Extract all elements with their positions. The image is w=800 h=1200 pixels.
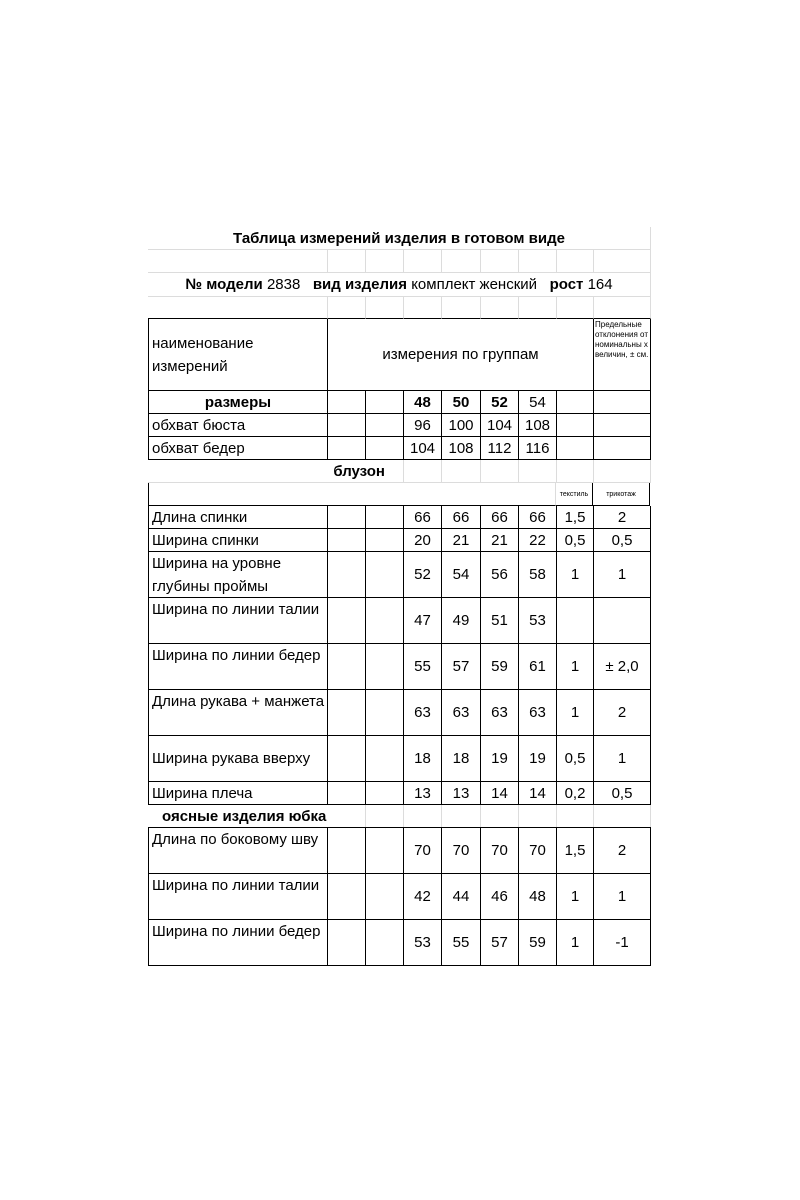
measure-name: обхват бюста (148, 414, 328, 437)
value-cell: 53 (404, 920, 442, 966)
value-cell: 48 (519, 874, 557, 920)
value-cell: 63 (481, 690, 519, 736)
value-cell: 21 (442, 529, 481, 552)
value-cell: 52 (404, 552, 442, 598)
value-cell: 108 (442, 437, 481, 460)
measure-name: Ширина спинки (148, 529, 328, 552)
value-cell: 14 (519, 782, 557, 805)
textile-cell: 1,5 (557, 506, 594, 529)
table-row (148, 828, 651, 874)
knit-header: трикотаж (593, 483, 650, 506)
table-row (148, 598, 651, 644)
knit-cell: -1 (594, 920, 651, 966)
height-label: рост (549, 276, 584, 293)
measure-name: Длина рукава + манжета (148, 690, 328, 736)
measure-name: Ширина плеча (148, 782, 328, 805)
kind-label: вид изделия (312, 276, 408, 293)
model-row (148, 273, 651, 297)
textile-cell: 0,5 (557, 529, 594, 552)
model-value: 2838 (266, 276, 301, 293)
value-cell: 61 (519, 644, 557, 690)
blank-row (148, 250, 651, 273)
measure-name: Ширина по линии талии (148, 874, 328, 920)
value-cell: 66 (404, 506, 442, 529)
value-cell: 22 (519, 529, 557, 552)
size-cell: 48 (404, 391, 442, 414)
value-cell: 47 (404, 598, 442, 644)
value-cell: 66 (519, 506, 557, 529)
table-row (148, 920, 651, 966)
measurement-sheet (148, 227, 651, 966)
sizes-row (148, 391, 651, 414)
knit-cell: 2 (594, 827, 651, 874)
value-cell: 21 (481, 529, 519, 552)
sheet-title: Таблица измерений изделия в готовом виде (148, 227, 651, 250)
tolerance-header: Предельные отклонения от номинальны х величин, ± см. (594, 319, 651, 391)
value-cell: 18 (442, 736, 481, 782)
textile-cell: 1 (557, 920, 594, 966)
knit-cell: 2 (594, 690, 651, 736)
title-row (148, 227, 651, 250)
table-row (148, 690, 651, 736)
value-cell: 57 (442, 644, 481, 690)
table-header (148, 319, 651, 391)
value-cell: 70 (481, 827, 519, 874)
textile-cell: 0,2 (557, 782, 594, 805)
section-title: оясные изделия юбка (148, 805, 328, 828)
value-cell: 54 (442, 552, 481, 598)
section-title: блузон (148, 460, 404, 483)
textile-header: текстиль (556, 483, 593, 506)
value-cell: 19 (519, 736, 557, 782)
name-column-header: наименование измерений (148, 319, 328, 391)
knit-cell: 0,5 (594, 529, 651, 552)
value-cell: 19 (481, 736, 519, 782)
value-cell: 18 (404, 736, 442, 782)
value-cell: 13 (404, 782, 442, 805)
groups-header: измерения по группам (328, 319, 594, 391)
value-cell: 56 (481, 552, 519, 598)
textile-cell: 1 (557, 690, 594, 736)
value-cell: 55 (442, 920, 481, 966)
measure-name: Ширина по линии бедер (148, 920, 328, 966)
model-info (148, 273, 651, 297)
textile-cell (557, 598, 594, 644)
measure-name: Ширина по линии бедер (148, 644, 328, 690)
table-row (148, 736, 651, 782)
sizes-label: размеры (148, 391, 328, 414)
measure-name: Длина спинки (148, 506, 328, 529)
value-cell: 104 (404, 437, 442, 460)
value-cell: 59 (519, 920, 557, 966)
size-cell: 52 (481, 391, 519, 414)
value-cell: 70 (442, 827, 481, 874)
value-cell: 63 (519, 690, 557, 736)
measure-name: Ширина по линии талии (148, 598, 328, 644)
value-cell: 66 (442, 506, 481, 529)
value-cell: 14 (481, 782, 519, 805)
textile-cell: 0,5 (557, 736, 594, 782)
knit-cell: 0,5 (594, 782, 651, 805)
table-row (148, 874, 651, 920)
value-cell: 70 (404, 827, 442, 874)
table-row (148, 644, 651, 690)
value-cell: 70 (519, 827, 557, 874)
knit-cell: 1 (594, 736, 651, 782)
size-cell: 50 (442, 391, 481, 414)
value-cell: 58 (519, 552, 557, 598)
textile-cell: 1,5 (557, 827, 594, 874)
height-value: 164 (587, 276, 613, 293)
value-cell: 13 (442, 782, 481, 805)
value-cell: 104 (481, 414, 519, 437)
value-cell: 57 (481, 920, 519, 966)
table-row (148, 552, 651, 598)
table-row (148, 437, 651, 460)
table-row (148, 414, 651, 437)
value-cell: 53 (519, 598, 557, 644)
knit-cell: 1 (594, 552, 651, 598)
table-row (148, 506, 651, 529)
size-cell: 54 (519, 391, 557, 414)
table-row (148, 782, 651, 805)
knit-cell: 1 (594, 874, 651, 920)
section-row (148, 460, 651, 483)
model-label: № модели (185, 276, 263, 293)
value-cell: 116 (519, 437, 557, 460)
measure-name: Длина по боковому шву (148, 827, 328, 874)
value-cell: 96 (404, 414, 442, 437)
textile-cell: 1 (557, 644, 594, 690)
value-cell: 55 (404, 644, 442, 690)
value-cell: 46 (481, 874, 519, 920)
value-cell: 63 (442, 690, 481, 736)
table-row (148, 529, 651, 552)
knit-cell: ± 2,0 (594, 644, 651, 690)
kind-value: комплект женский (411, 276, 538, 293)
measure-name: обхват бедер (148, 437, 328, 460)
measure-name: Ширина рукава вверху (148, 736, 328, 782)
value-cell: 51 (481, 598, 519, 644)
tolerance-labels-row (148, 483, 651, 506)
value-cell: 42 (404, 874, 442, 920)
value-cell: 112 (481, 437, 519, 460)
measure-name: Ширина на уровне глубины проймы (148, 552, 328, 598)
value-cell: 59 (481, 644, 519, 690)
value-cell: 44 (442, 874, 481, 920)
value-cell: 49 (442, 598, 481, 644)
knit-cell (594, 598, 651, 644)
textile-cell: 1 (557, 552, 594, 598)
knit-cell: 2 (594, 506, 651, 529)
value-cell: 100 (442, 414, 481, 437)
value-cell: 108 (519, 414, 557, 437)
blank-row (148, 297, 651, 319)
value-cell: 63 (404, 690, 442, 736)
value-cell: 20 (404, 529, 442, 552)
section-row (148, 805, 651, 828)
textile-cell: 1 (557, 874, 594, 920)
value-cell: 66 (481, 506, 519, 529)
